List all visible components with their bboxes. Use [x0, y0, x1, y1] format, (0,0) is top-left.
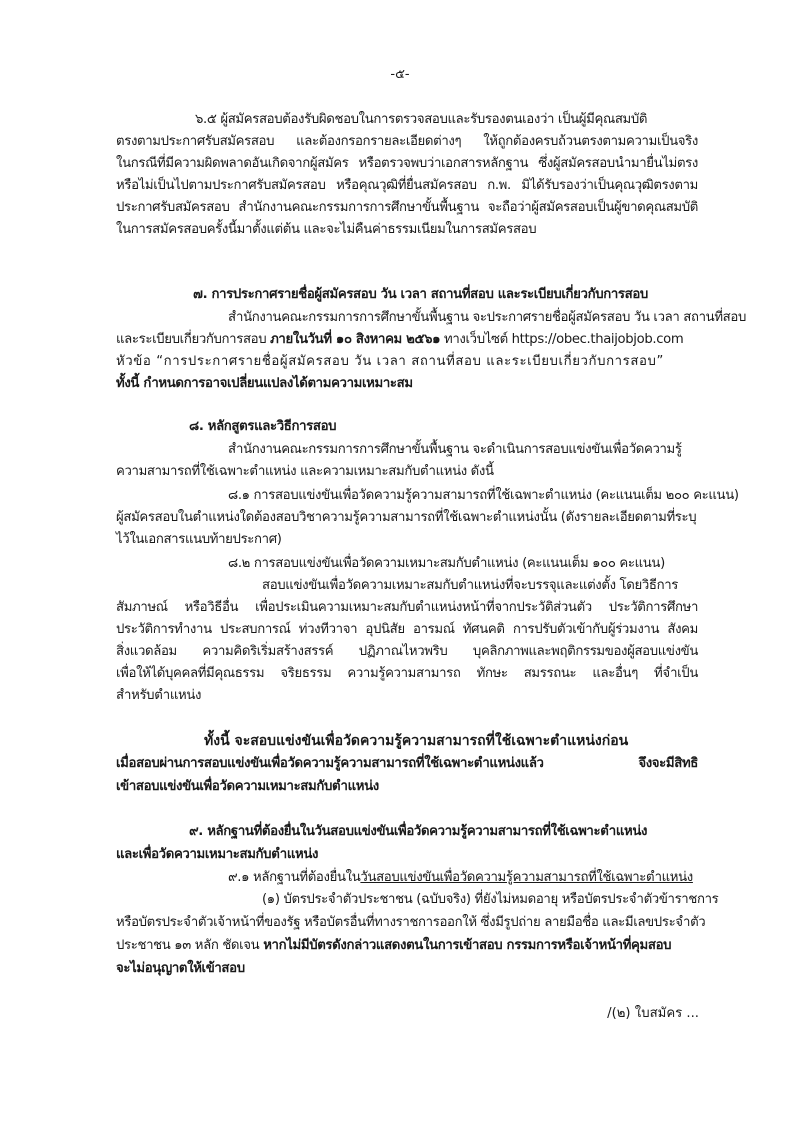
paragraph-line: [116, 331, 698, 349]
page-number: -๕-: [390, 67, 410, 82]
paragraph-line: ประกาศรับสมัครสอบ สำนักงานคณะกรรมการการศึกษาขั้นพื้นฐาน จะถือว่าผู้สมัครสอบเป็นผู้ขาดคุณสมบัติ: [116, 200, 698, 215]
paragraph-line: สำนักงานคณะกรรมการการศึกษาขั้นพื้นฐาน จะประกาศรายชื่อผู้สมัครสอบ วัน เวลา สถานที่สอบ: [228, 310, 746, 325]
paragraph-line: หรือบัตรประจำตัวเจ้าหน้าที่ของรัฐ หรือบัตรอื่นที่ทางราชการออกให้ ซึ่งมีรูปถ่าย ลายมือชื่อ และมีเลขประจำตัว: [116, 915, 706, 930]
paragraph-line: หัวข้อ “การประกาศรายชื่อผู้สมัครสอบ วัน เวลา สถานที่สอบ และระเบียบเกี่ยวกับการสอบ”: [116, 354, 664, 369]
paragraph-line: สอบแข่งขันเพื่อวัดความเหมาะสมกับตำแหน่งที่จะบรรจุและแต่งตั้ง โดยวิธีการ: [262, 578, 679, 593]
paragraph-line: หรือไม่เป็นไปตามประกาศรับสมัครสอบ หรือคุณวุฒิที่ยื่นสมัครสอบ ก.พ. มิได้รับรองว่าเป็นคุณวุฒิตรงตาม: [116, 178, 698, 193]
paragraph-line: ในการสมัครสอบครั้งนี้มาตั้งแต่ต้น และจะไม่คืนค่าธรรมเนียมในการสมัครสอบ: [116, 222, 537, 237]
paragraph-line: สำหรับตำแหน่ง: [116, 688, 202, 703]
subsection-9-1: [228, 869, 698, 887]
paragraph-line: ตรงตามประกาศรับสมัครสอบ และต้องกรอกรายละเอียดต่างๆ ให้ถูกต้องครบถ้วนตรงตามความเป็นจริง: [116, 134, 698, 149]
text-run: ประชาชน ๑๓ หลัก ชัดเจน: [116, 938, 264, 953]
paragraph-line: ความสามารถที่ใช้เฉพาะตำแหน่ง และความเหมาะสมกับตำแหน่ง ดังนี้: [116, 464, 494, 479]
announcement-date: ภายในวันที่ ๑๐ สิงหาคม ๒๕๖๑: [270, 332, 441, 347]
paragraph-line: สำนักงานคณะกรรมการการศึกษาขั้นพื้นฐาน จะดำเนินการสอบแข่งขันเพื่อวัดความรู้: [228, 442, 682, 457]
subsection-8-2: ๘.๒ การสอบแข่งขันเพื่อวัดความเหมาะสมกับตำแหน่ง (คะแนนเต็ม ๑๐๐ คะแนน): [228, 556, 665, 571]
section-heading: ๗. การประกาศรายชื่อผู้สมัครสอบ วัน เวลา สถานที่สอบ และระเบียบเกี่ยวกับการสอบ: [193, 287, 648, 302]
website-text: ทางเว็บไซต์ https://obec.thaijobjob.com: [440, 332, 684, 347]
paragraph-line: เมื่อสอบผ่านการสอบแข่งขันเพื่อวัดความรู้ความสามารถที่ใช้เฉพาะตำแหน่งแล้ว จึงจะมีสิทธิ: [116, 756, 698, 771]
paragraph-line: ผู้สมัครสอบในตำแหน่งใดต้องสอบวิชาความรู้ความสามารถที่ใช้เฉพาะตำแหน่งนั้น (ดังรายละเอียดตามที่ระบุ: [116, 510, 697, 525]
paragraph-line: ในกรณีที่มีความผิดพลาดอันเกิดจากผู้สมัคร หรือตรวจพบว่าเอกสารหลักฐาน ซึ่งผู้สมัครสอบนำมายื่นไม่ตรง: [116, 156, 698, 171]
paragraph-line: เพื่อให้ได้บุคคลที่มีคุณธรรม จริยธรรม ความรู้ความสามารถ ทักษะ สมรรถนะ และอื่นๆ ที่จำเป็น: [116, 666, 698, 681]
text-run: และระเบียบเกี่ยวกับการสอบ: [116, 332, 271, 347]
paragraph-line: สิ่งแวดล้อม ความคิดริเริ่มสร้างสรรค์ ปฏิภาณไหวพริบ บุคลิกภาพและพฤติกรรมของผู้สอบแข่งขัน: [116, 644, 698, 659]
item-1: (๑) บัตรประจำตัวประชาชน (ฉบับจริง) ที่ยังไม่หมดอายุ หรือบัตรประจำตัวข้าราชการ: [262, 892, 719, 907]
text-run: ๙.๑ หลักฐานที่ต้องยื่นใน: [228, 870, 361, 885]
paragraph-line: ทั้งนี้ กำหนดการอาจเปลี่ยนแปลงได้ตามความเหมาะสม: [116, 376, 413, 391]
section-heading-cont: และเพื่อวัดความเหมาะสมกับตำแหน่ง: [116, 847, 319, 862]
paragraph-line: สัมภาษณ์ หรือวิธีอื่น เพื่อประเมินความเหมาะสมกับตำแหน่งหน้าที่จากประวัติส่วนตัว ประวัติการศึกษา: [116, 600, 698, 615]
warning-text: หากไม่มีบัตรดังกล่าวแสดงตนในการเข้าสอบ กรรมการหรือเจ้าหน้าที่คุมสอบ: [263, 938, 672, 953]
paragraph-line: ประวัติการทำงาน ประสบการณ์ ท่วงทีวาจา อุปนิสัย อารมณ์ ทัศนคติ การปรับตัวเข้ากับผู้ร่วมงาน สังคม: [116, 622, 698, 637]
paragraph-line: ๖.๕ ผู้สมัครสอบต้องรับผิดชอบในการตรวจสอบและรับรองตนเองว่า เป็นผู้มีคุณสมบัติ: [195, 112, 648, 127]
underlined-text: วันสอบแข่งขันเพื่อวัดความรู้ความสามารถที่ใช้เฉพาะตำแหน่ง: [360, 870, 693, 885]
paragraph-line: เข้าสอบแข่งขันเพื่อวัดความเหมาะสมกับตำแหน่ง: [116, 779, 379, 794]
paragraph-line: ไว้ในเอกสารแนบท้ายประกาศ): [116, 532, 282, 547]
subsection-8-1: ๘.๑ การสอบแข่งขันเพื่อวัดความรู้ความสามารถที่ใช้เฉพาะตำแหน่ง (คะแนนเต็ม ๒๐๐ คะแนน): [228, 488, 739, 503]
continuation-note: /(๒) ใบสมัคร ...: [607, 1006, 699, 1021]
section-heading: ๙. หลักฐานที่ต้องยื่นในวันสอบแข่งขันเพื่อวัดความรู้ความสามารถที่ใช้เฉพาะตำแหน่ง: [189, 824, 648, 839]
paragraph-line: [116, 937, 698, 955]
section-heading: ๘. หลักสูตรและวิธีการสอบ: [189, 419, 337, 434]
exam-order-note: ทั้งนี้ จะสอบแข่งขันเพื่อวัดความรู้ความสามารถที่ใช้เฉพาะตำแหน่งก่อน: [204, 733, 629, 749]
paragraph-line: จะไม่อนุญาตให้เข้าสอบ: [116, 961, 245, 976]
